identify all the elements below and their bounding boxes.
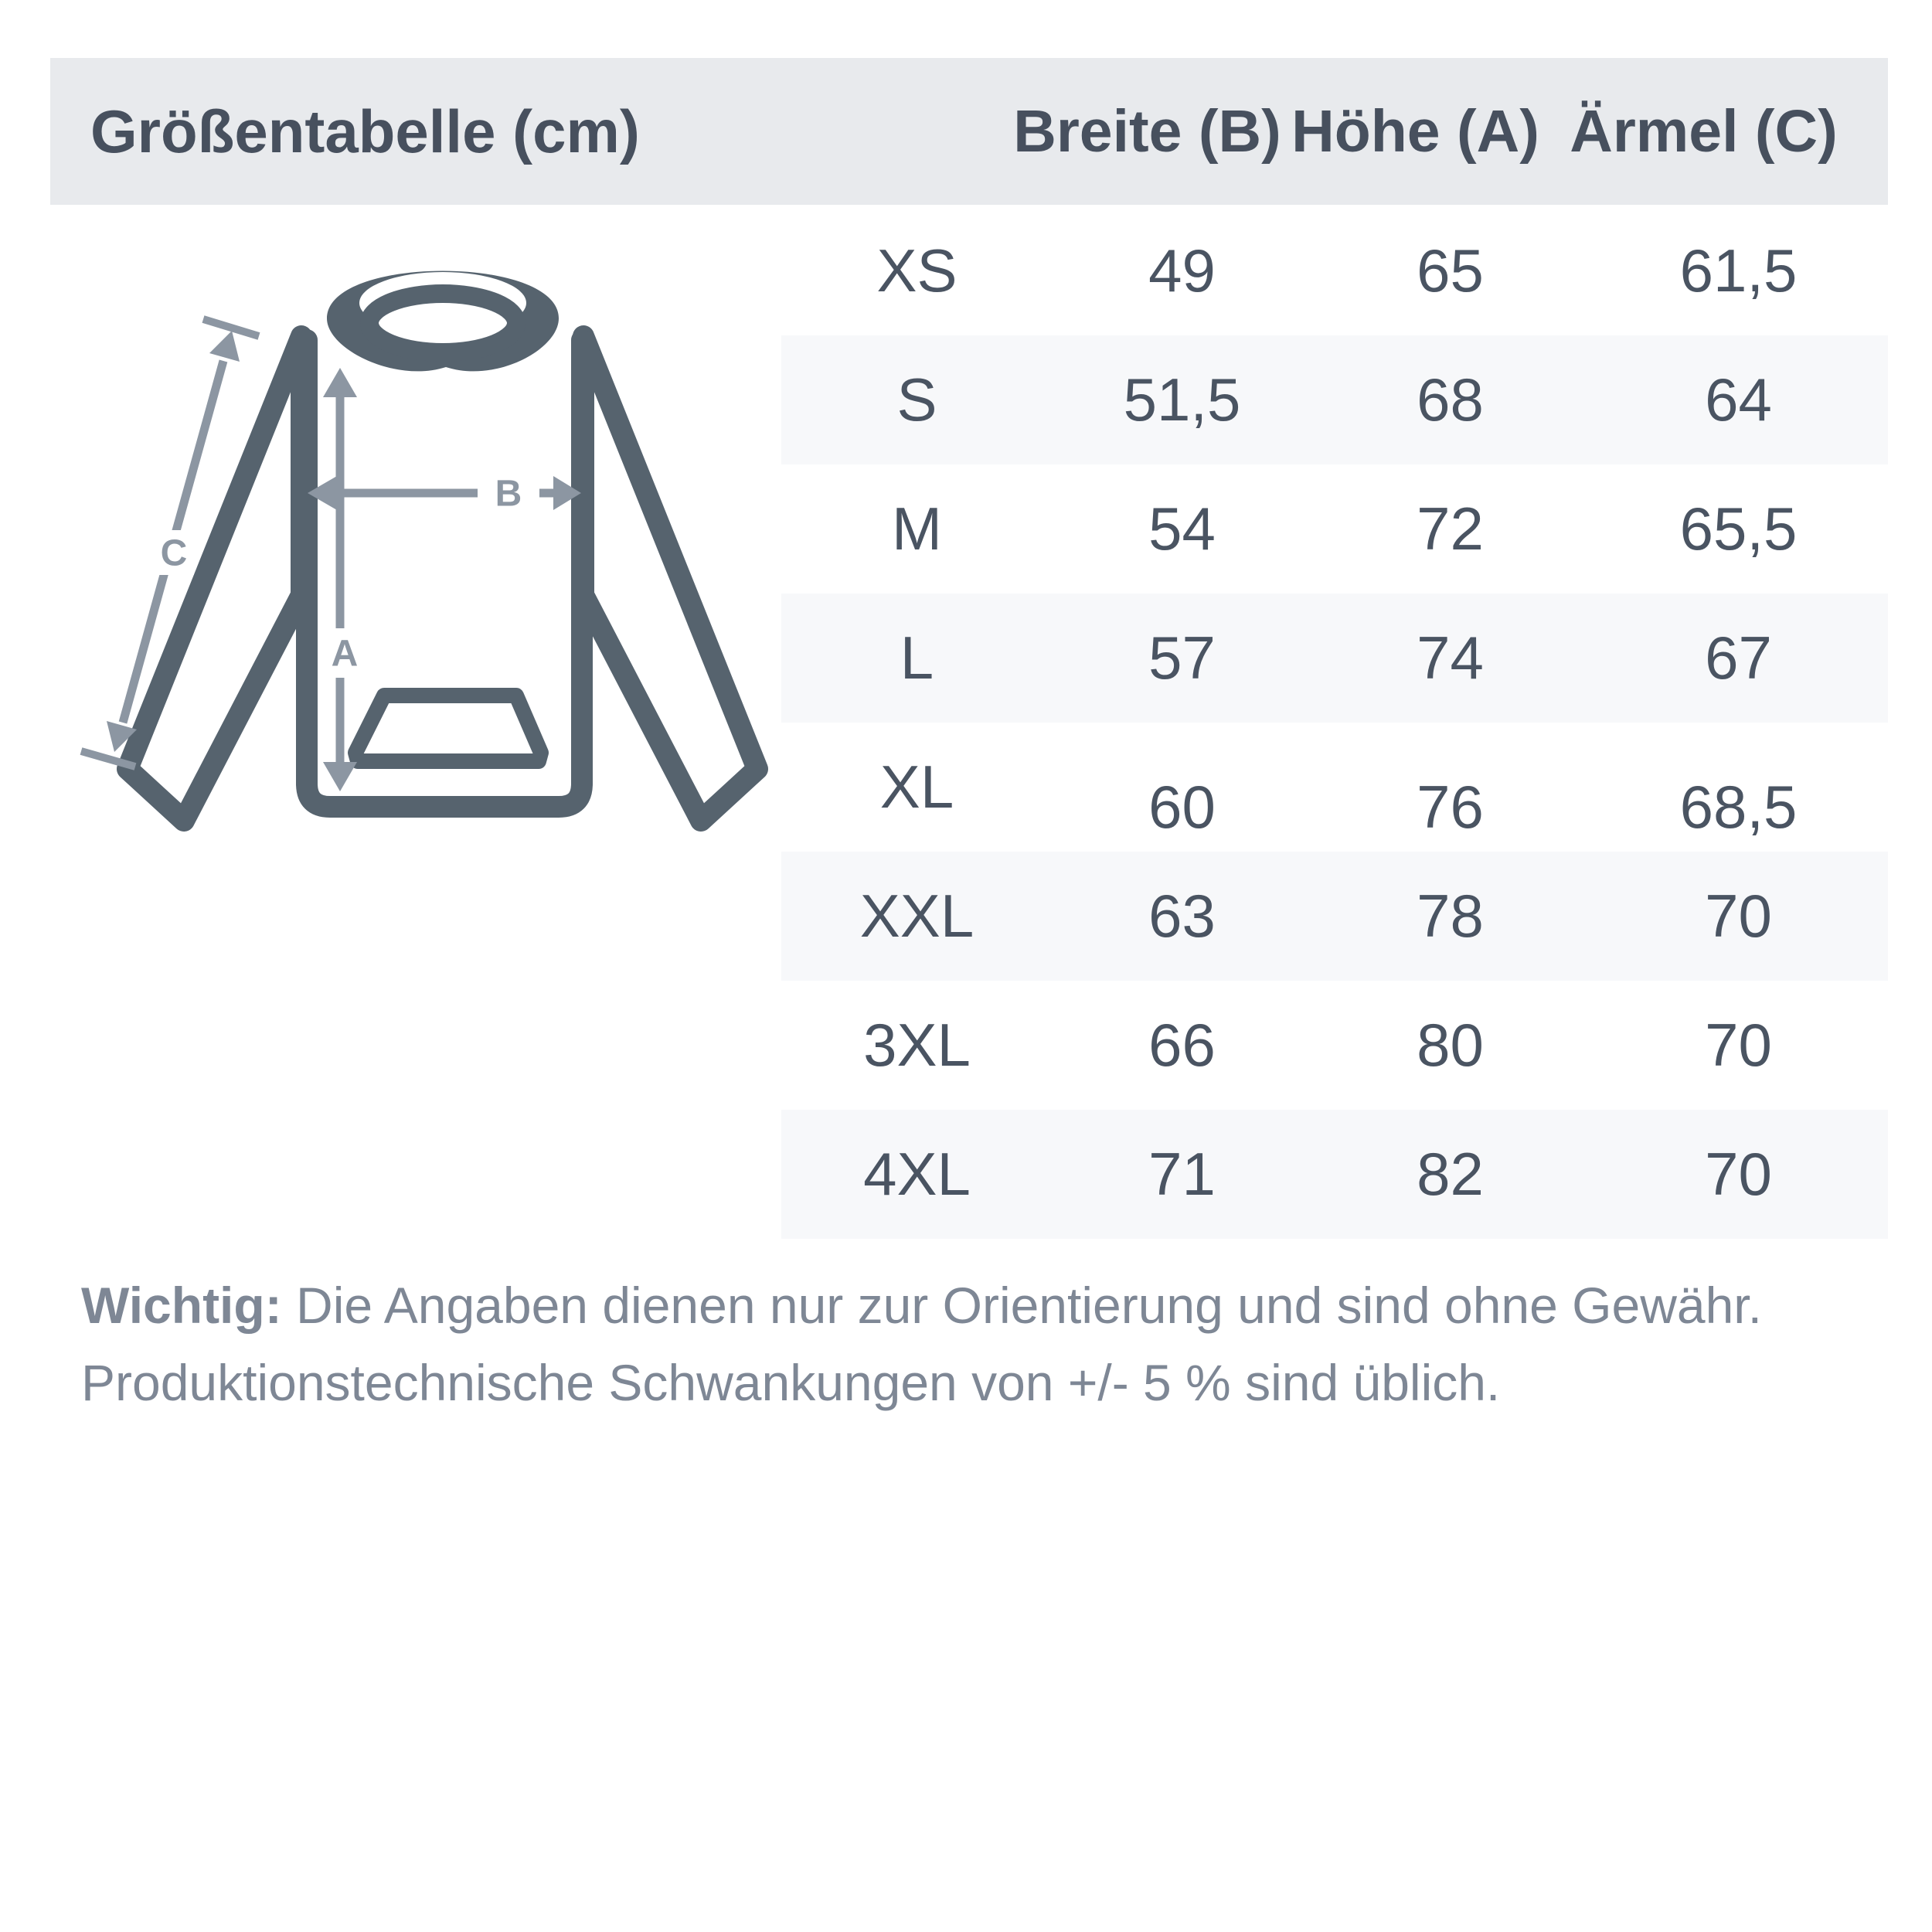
size-label: M xyxy=(892,495,942,563)
hood-opening-inner xyxy=(369,294,516,352)
table-row-s xyxy=(781,335,1888,464)
breite-value: 57 xyxy=(1148,624,1216,692)
table-row-xl xyxy=(781,723,1888,852)
hoehe-value: 78 xyxy=(1417,882,1484,950)
hoehe-value: 82 xyxy=(1417,1140,1484,1208)
size-label: 4XL xyxy=(863,1140,971,1208)
hoehe-value: 72 xyxy=(1417,495,1484,563)
size-label: S xyxy=(896,366,937,434)
table-header xyxy=(50,58,1888,205)
column-headers xyxy=(747,58,1853,205)
sleeve-right xyxy=(583,336,757,821)
table-row-l xyxy=(781,594,1888,723)
aermel-value: 64 xyxy=(1705,366,1772,434)
aermel-value: 67 xyxy=(1705,624,1772,692)
size-label: XXL xyxy=(859,882,975,950)
aermel-value: 70 xyxy=(1705,1140,1772,1208)
hoehe-value: 76 xyxy=(1417,773,1484,841)
table-row-xs xyxy=(781,206,1888,335)
table-row-4xl xyxy=(781,1110,1888,1239)
hoehe-value: 65 xyxy=(1417,236,1484,304)
column-header-spacer xyxy=(747,58,1018,205)
column-header-hoehe: Höhe (A) xyxy=(1291,97,1539,165)
measure-label-a: A xyxy=(331,633,359,675)
breite-value: 66 xyxy=(1148,1011,1216,1079)
size-label: L xyxy=(900,624,934,692)
disclaimer-note xyxy=(81,1267,1882,1421)
breite-value: 63 xyxy=(1148,882,1216,950)
measure-label-c: C xyxy=(160,532,188,574)
measure-label-b: B xyxy=(495,473,522,515)
breite-value: 71 xyxy=(1148,1140,1216,1208)
disclaimer-line1: Die Angaben dienen nur zur Orientierung und sind ohne Gewähr. xyxy=(281,1277,1762,1334)
size-label: XL xyxy=(879,753,954,821)
breite-value: 54 xyxy=(1148,495,1216,563)
page-title: Größentabelle (cm) xyxy=(90,97,640,165)
aermel-value: 61,5 xyxy=(1679,236,1798,304)
size-label: XS xyxy=(876,236,957,304)
breite-value: 49 xyxy=(1148,236,1216,304)
breite-value: 60 xyxy=(1148,773,1216,841)
aermel-value: 70 xyxy=(1705,1011,1772,1079)
aermel-value: 65,5 xyxy=(1679,495,1798,563)
hoodie-measurement-diagram xyxy=(62,232,796,927)
disclaimer-line2: Produktionstechnische Schwankungen von +/- 5 % sind üblich. xyxy=(81,1354,1501,1411)
hoehe-value: 68 xyxy=(1417,366,1484,434)
aermel-value: 70 xyxy=(1705,882,1772,950)
hoehe-value: 74 xyxy=(1417,624,1484,692)
hoehe-value: 80 xyxy=(1417,1011,1484,1079)
sleeve-left xyxy=(128,336,301,821)
table-row-3xl xyxy=(781,981,1888,1110)
size-label: 3XL xyxy=(863,1011,971,1079)
column-header-aermel: Ärmel (C) xyxy=(1570,97,1838,165)
hoodie-pocket xyxy=(355,696,541,761)
table-row-m xyxy=(781,464,1888,594)
column-header-breite: Breite (B) xyxy=(1013,97,1281,165)
breite-value: 51,5 xyxy=(1123,366,1241,434)
disclaimer-label: Wichtig: xyxy=(81,1277,282,1334)
size-table xyxy=(781,206,1888,1239)
aermel-value: 68,5 xyxy=(1679,773,1798,841)
